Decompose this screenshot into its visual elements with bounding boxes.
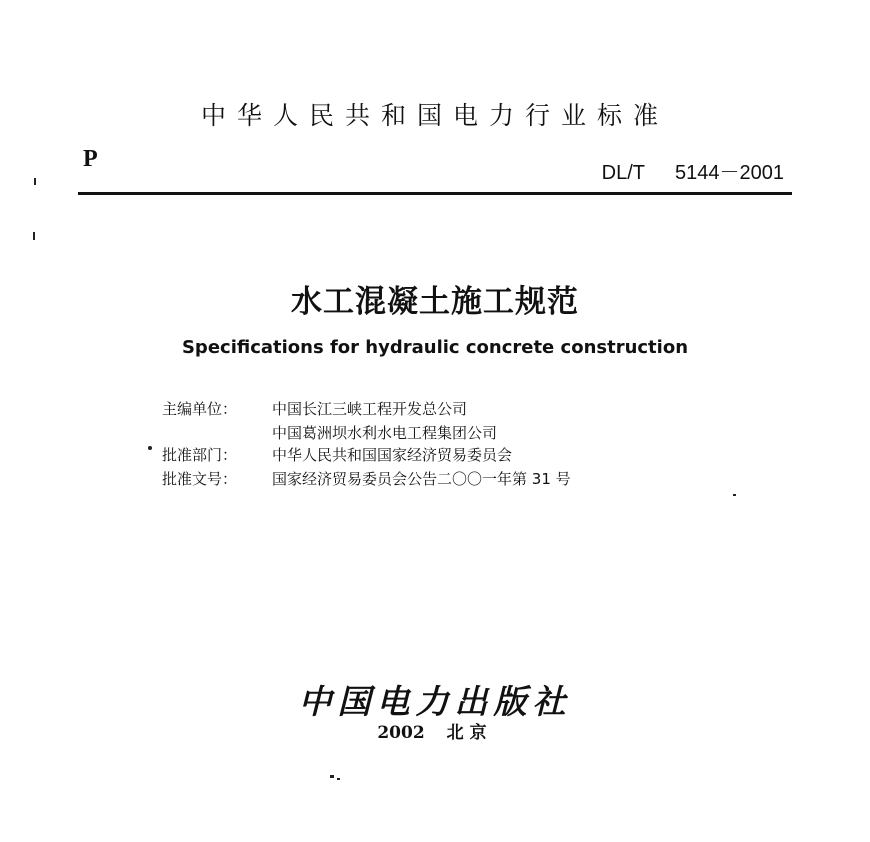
approval-doc-label: 批准文号： <box>162 470 238 488</box>
standard-type-header: 中华人民共和国电力行业标准 <box>200 101 669 130</box>
editor-label: 主编单位： <box>162 400 238 418</box>
approver-label: 批准部门： <box>162 446 238 464</box>
scan-speck <box>733 494 736 496</box>
editor-unit-1: 中国长江三峡工程开发总公司 <box>272 400 468 418</box>
approver-department: 中华人民共和国国家经济贸易委员会 <box>272 446 513 464</box>
scan-speck <box>337 778 340 780</box>
approval-doc-number: 国家经济贸易委员会公告二〇〇一年第 31 号 <box>272 470 571 488</box>
standard-code-prefix: DL/T <box>601 162 646 184</box>
publisher-name: 中国电力出版社 <box>298 682 572 721</box>
publication-city: 北京 <box>446 723 493 743</box>
document-title-english: Specifications for hydraulic concrete construction <box>181 337 689 358</box>
scan-speck <box>330 775 334 778</box>
category-code: P <box>83 146 98 172</box>
standard-code-number: 5144－2001 <box>675 162 784 184</box>
scan-speck <box>33 232 35 240</box>
publication-line <box>0 718 870 743</box>
publication-year: 2002 <box>377 723 425 743</box>
scan-speck <box>34 178 36 185</box>
document-title-chinese: 水工混凝土施工规范 <box>291 284 579 320</box>
scan-speck <box>148 446 152 450</box>
editor-unit-2: 中国葛洲坝水利水电工程集团公司 <box>272 424 498 442</box>
